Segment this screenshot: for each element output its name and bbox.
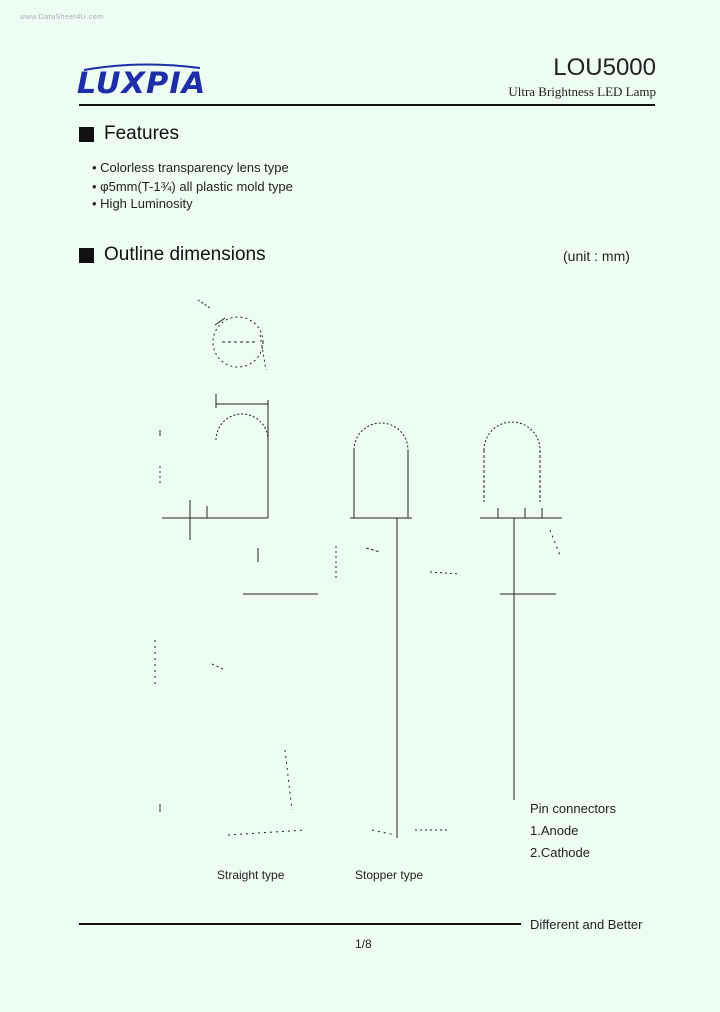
pin-anode-label: 1.Anode: [530, 823, 579, 838]
straight-type-caption: Straight type: [217, 868, 285, 882]
feature-item-luminosity: • High Luminosity: [92, 196, 193, 211]
outline-square-icon: [79, 248, 94, 263]
header-divider: [79, 104, 655, 106]
unit-label: (unit : mm): [563, 248, 630, 264]
top-view-drawing: [198, 300, 266, 370]
footer-tagline: Different and Better: [530, 917, 643, 932]
pin-connectors-title: Pin connectors: [530, 801, 616, 816]
pin-cathode-label: 2.Cathode: [530, 845, 590, 860]
straight-type-drawing: [155, 394, 318, 835]
stopper-type-drawing: [336, 423, 460, 838]
third-type-drawing: [480, 422, 562, 800]
product-subtitle: Ultra Brightness LED Lamp: [508, 84, 656, 99]
page-number: 1/8: [355, 937, 372, 951]
watermark-text: www.DataSheet4U.com: [20, 14, 104, 21]
features-heading: Features: [104, 123, 179, 144]
footer-divider: [79, 923, 521, 925]
feature-item-mold: • φ5mm(T-1¾) all plastic mold type: [92, 179, 293, 194]
outline-heading: Outline dimensions: [104, 244, 266, 265]
stopper-type-caption: Stopper type: [355, 868, 424, 882]
feature-item-lens: • Colorless transparency lens type: [92, 160, 289, 175]
outline-drawing: [0, 290, 720, 850]
features-square-icon: [79, 127, 94, 142]
company-logo: LUXPIA: [76, 66, 207, 100]
part-number-title: LOU5000: [553, 54, 656, 81]
